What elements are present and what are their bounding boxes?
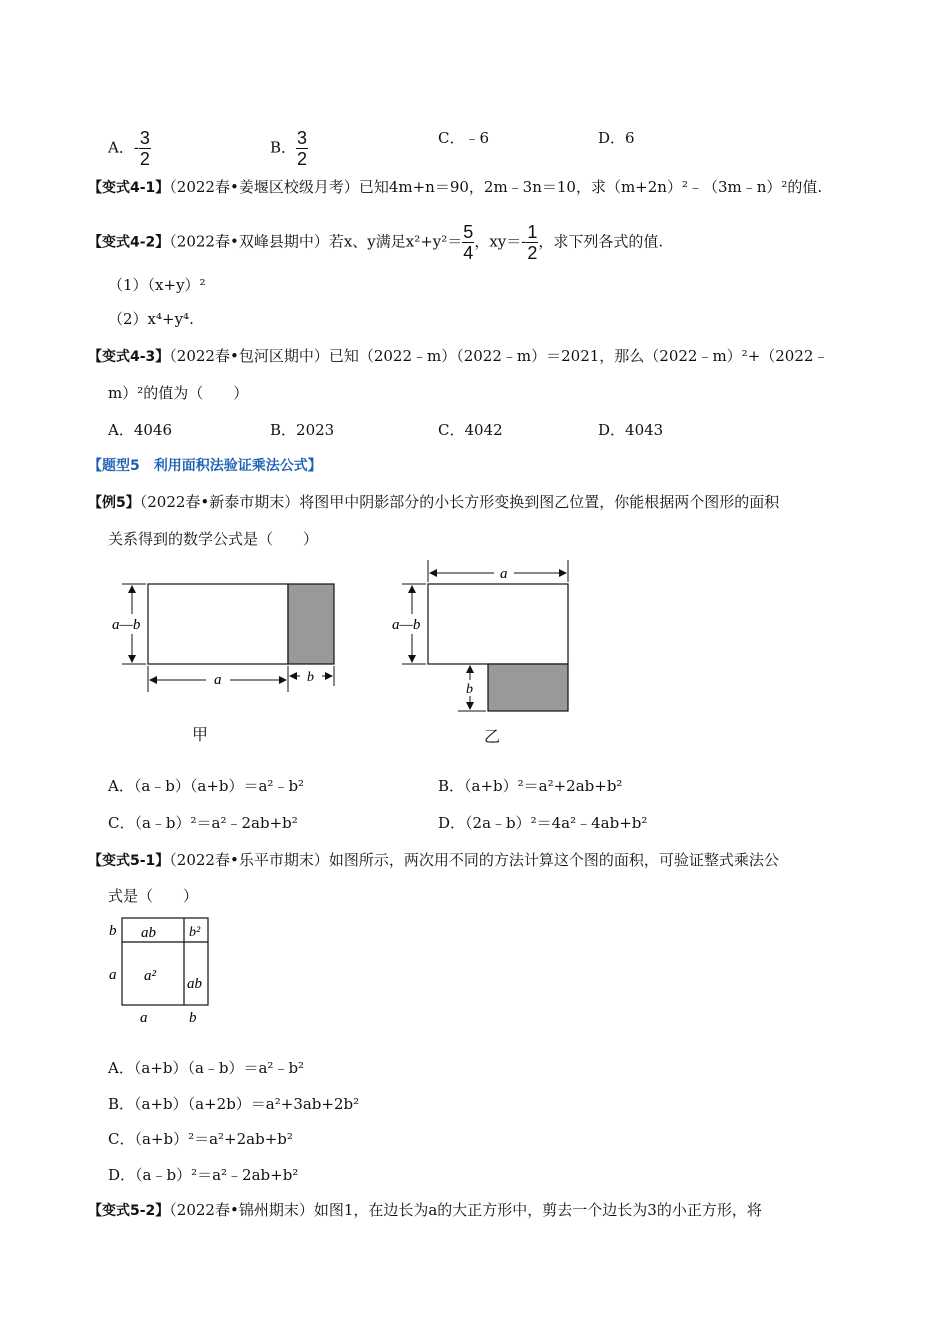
main-rectangle xyxy=(148,584,288,664)
variant-4-2: 【变式4-2】（2022春•双峰县期中）若x、y满足x²+y²＝ $\frac{5}{4}$ ，xy＝- $\frac{1}{2}$ ，求下列各式的值. xyxy=(88,222,664,263)
option-c: C．4042 xyxy=(438,421,503,439)
option-b: B．（a+b）（a+2b）＝a²+3ab+2b² xyxy=(108,1095,360,1113)
option-b: B．（a+b）²＝a²+2ab+b² xyxy=(438,777,623,795)
sub-question-1: （1）（x+y）² xyxy=(108,276,206,294)
side-b: b xyxy=(109,923,117,939)
option-a: A．- $\frac{3}{2}$ xyxy=(108,128,150,169)
label-width: a xyxy=(214,672,222,688)
variant-4-1: 【变式4-1】（2022春•姜堰区校级月考）已知4m+n＝90，2m﹣3n＝10，求（m+2n）²﹣（3m﹣n）²的值. xyxy=(88,178,823,196)
shaded-rectangle xyxy=(288,584,334,664)
figure-jia xyxy=(110,570,350,700)
example-5-line2: 关系得到的数学公式是（ ） xyxy=(108,530,319,548)
bottom-a: a xyxy=(140,1010,148,1026)
option-b: B．2023 xyxy=(270,421,335,439)
cell-ab-top: ab xyxy=(141,925,156,941)
caption-yi: 乙 xyxy=(484,727,501,746)
label-top-a: a xyxy=(500,566,508,582)
label-b: b xyxy=(307,670,314,685)
variant-5-1: 【变式5-1】（2022春•乐平市期末）如图所示，两次用不同的方法计算这个图的面积，可验证整式乘法公 xyxy=(88,851,779,869)
caption-jia: 甲 xyxy=(192,725,209,744)
option-a: A．（a+b）（a﹣b）＝a²﹣b² xyxy=(108,1059,305,1077)
sub-question-2: （2）x⁴+y⁴. xyxy=(108,310,194,328)
option-d: D．（2a﹣b）²＝4a²﹣4ab+b² xyxy=(438,814,648,832)
label-height: a—b xyxy=(112,617,141,633)
side-a: a xyxy=(109,967,117,983)
option-c: C．（a+b）²＝a²+2ab+b² xyxy=(108,1130,293,1148)
option-d: D．（a﹣b）²＝a²﹣2ab+b² xyxy=(108,1166,299,1184)
label-b: b xyxy=(466,682,473,697)
main-rectangle xyxy=(428,584,568,664)
bottom-b: b xyxy=(189,1010,197,1026)
fraction: $\frac{3}{2}$ xyxy=(297,128,308,169)
variant-5-1-line2: 式是（ ） xyxy=(108,887,199,905)
fraction: $\frac{1}{2}$ xyxy=(527,222,538,263)
example-5: 【例5】（2022春•新泰市期末）将图甲中阴影部分的小长方形变换到图乙位置，你能根据两个图形的面积 xyxy=(88,493,780,511)
option-d: D．4043 xyxy=(598,421,664,439)
option-a: A．（a﹣b）（a+b）＝a²﹣b² xyxy=(108,777,305,795)
cell-ab-right: ab xyxy=(187,976,202,992)
cell-b-squared: b² xyxy=(189,925,201,940)
variant-4-3-line2: m）²的值为（ ） xyxy=(108,384,249,402)
variant-5-2: 【变式5-2】（2022春•锦州期末）如图1，在边长为a的大正方形中，剪去一个边长为3的小正方形，将 xyxy=(88,1201,762,1219)
figure-yi xyxy=(390,556,590,718)
option-a: A．4046 xyxy=(108,421,173,439)
option-c: C．（a﹣b）²＝a²﹣2ab+b² xyxy=(108,814,298,832)
fraction: $\frac{3}{2}$ xyxy=(139,128,150,169)
variant-4-3: 【变式4-3】（2022春•包河区期中）已知（2022﹣m）（2022﹣m）＝2021，那么（2022﹣m）²+（2022﹣ xyxy=(88,347,829,365)
cell-a-squared: a² xyxy=(144,968,156,984)
square-figure xyxy=(104,914,222,1026)
shaded-rectangle xyxy=(488,664,568,711)
option-d: D．6 xyxy=(598,129,635,147)
option-b: B． $\frac{3}{2}$ xyxy=(270,128,308,169)
section-heading: 【题型5 利用面积法验证乘法公式】 xyxy=(88,458,322,474)
fraction: $\frac{5}{4}$ xyxy=(463,222,474,263)
option-c: C．﹣6 xyxy=(438,129,490,147)
label-height: a—b xyxy=(392,617,421,633)
